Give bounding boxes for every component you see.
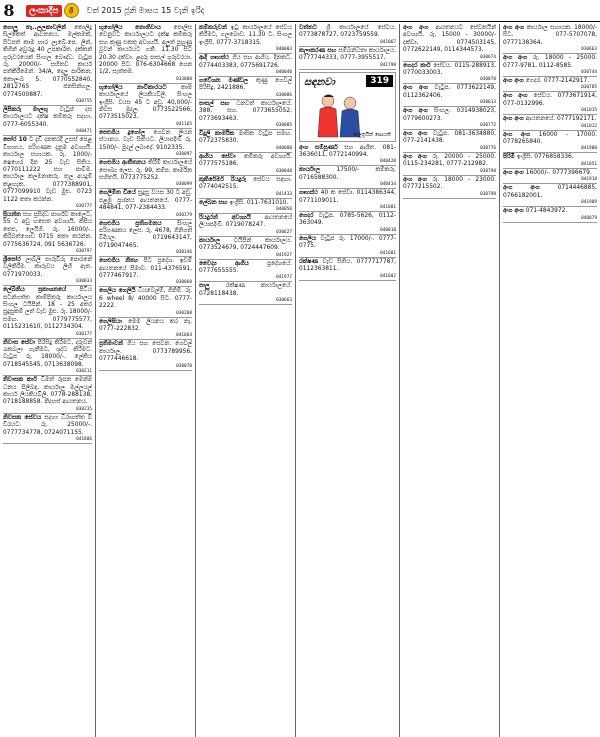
ad-heading: කලාකරණ සහ (299, 47, 339, 54)
ad-body: ධනවත් කාර්යාලයේ. 388, සහ. 0773655052, 0773693463. (199, 100, 292, 122)
ad-heading: කාර්යාල (299, 167, 337, 174)
ad-code: 041012 (581, 123, 597, 129)
ad-code: 030663 (581, 47, 597, 53)
classified-ad (199, 237, 292, 260)
ad-body: ආයතනයේ. 0777192171. (525, 116, 597, 123)
ad-heading: කුකිරේමර් රියදුරු (199, 176, 253, 183)
ad-code: 030776 (480, 145, 496, 151)
ad-heading: ගෙළුගිය ආතීතනය (99, 160, 149, 167)
ad-body: ධියවෙල්ම්, ගිනිම්. රු. 6 wheel 8/ 40000 සිට. 0777-2222. (99, 288, 192, 310)
ad-code: 030813 (480, 100, 496, 106)
ad-code: 041081 (380, 205, 396, 211)
classified-ad (403, 24, 496, 62)
classified-ad (199, 214, 292, 237)
classified-ad (3, 256, 92, 286)
ad-heading: ආදි ගෘහස්ථ (199, 55, 233, 62)
ad-heading: වත්තට (299, 25, 327, 31)
ad-body: සිංහල පරිගණකය ලෙස. රු. 4678, ගිනිගත් විදියල. 0719643147, 0719047465. (99, 220, 192, 249)
column-4 (296, 24, 400, 737)
classified-columns (0, 24, 600, 737)
classified-ad (3, 286, 92, 338)
newspaper-logo (26, 3, 79, 19)
issue-date: වත් 2015 ජූනි මාසය 15 වැනි ඉරිද (86, 5, 205, 15)
ad-heading: කම්කරුවන් (199, 25, 231, 31)
classified-ad (403, 84, 496, 107)
ad-heading: අංග අංග (503, 169, 526, 176)
classified-ad (99, 189, 192, 219)
classified-ad (503, 184, 597, 207)
ad-code: 030208 (176, 310, 192, 316)
ad-code: 041989 (581, 200, 597, 206)
ad-code: 041064 (176, 333, 192, 339)
ad-heading: අංග අංග (503, 93, 534, 100)
classified-ad (503, 24, 597, 54)
ad-body: කම්කරු අවශ්‍යයි. 0777575186. (199, 153, 292, 168)
ad-code: 041165 (176, 121, 192, 127)
classified-ad (99, 318, 192, 341)
ad-code: 030048 (276, 168, 292, 174)
ad-heading: ගෙලිය ගෙලියි (99, 288, 138, 295)
ad-body: කිරීම් කාර්යාලයේ සෞඛ්‍ය ලෙස. රු. 99, කම්ප. කාර්මික සහිතයි. 0773775252. (99, 160, 192, 181)
classified-ad (199, 130, 292, 153)
ad-code: 030211 (76, 369, 92, 375)
ad-code: 041798 (380, 62, 396, 68)
ad-heading: පාලු (199, 283, 226, 290)
classified-ad (403, 153, 496, 176)
classified-ad (403, 62, 496, 85)
classified-ad (3, 339, 92, 377)
ad-code: 030085 (276, 123, 292, 129)
column-5 (400, 24, 500, 737)
ad-heading: ගෙදර (299, 213, 319, 220)
ad-code: 030060 (176, 280, 192, 286)
ad-code: 040080 (276, 145, 292, 151)
ad-heading: ගෙළුගිය ප්‍රතිගමනය (99, 220, 178, 227)
ad-code: 030870 (480, 77, 496, 83)
ad-code: 030177 (76, 331, 92, 337)
ad-body: ප්‍රදේශයේ. 0777655555. (199, 260, 292, 274)
classified-ad (3, 106, 92, 136)
classified-ad (503, 131, 597, 154)
classified-ad (503, 169, 597, 184)
ad-code: 040010 (380, 227, 396, 233)
classified-ad (99, 257, 192, 287)
ad-heading: ගවේශන මණ්ඩල (199, 78, 256, 85)
classified-ad (199, 77, 292, 100)
ad-body: රු. 18000 - 25000. 0777-9781, 0112-8585. (503, 55, 598, 69)
ad-body: කාර්යාල සහායක. 18000/- සිට. 077-5707078, 0777138364. (503, 25, 597, 46)
ad-code: 041851 (581, 161, 597, 167)
ad-heading: ගෙලිය (299, 235, 321, 242)
ad-code: 030797 (76, 248, 92, 254)
ad-heading: නිවාස සේවා (3, 339, 38, 346)
classified-ad (3, 414, 92, 444)
ad-body: කාම කාර්යාලයේ ලියකියවිලි. සිංහල ඉංග්‍රීසි. වයස 45 ට අඩු. 40,000/- නිවස මුදල. 0773522566, 0773515023. (99, 84, 192, 121)
classified-ad (199, 153, 292, 176)
ad-heading: අංග අංග (503, 78, 526, 85)
column-3 (196, 24, 296, 737)
ad-body: මෙම ලියනය කර නෑ. 0777-222832. (99, 318, 192, 332)
ad-body: සේවය. 0773671914, 077-0132996. (503, 93, 597, 107)
ad-body: මාසික වැටුප සමඟ. 0772375830. (199, 131, 292, 145)
classified-ad (3, 211, 92, 256)
ad-heading: පෙළුගිය දුගෝල (99, 129, 154, 136)
ad-heading: පෝර 10 (3, 137, 30, 144)
classified-ad (199, 176, 292, 199)
ad-heading: භූගෝලීය නොනිවාය (99, 25, 174, 31)
ad-heading: නිවාසක කාර් (3, 377, 41, 384)
classified-ad (299, 24, 396, 47)
ad-code: 030235 (76, 406, 92, 412)
classified-ad (99, 159, 192, 189)
ad-body: 17500/- කම්කරු. 0716588300. (299, 167, 397, 181)
column-2 (96, 24, 196, 737)
classified-ad (503, 92, 597, 115)
ad-body: වැටුප රු. 17000/-. 0777-0775. (299, 235, 396, 250)
ad-body: ඉටු කාර්යාලයේ සේවය කිරීමට, ගලබොඩ. 11.30 ට. සිංහල ඉංග්‍රීසි. 0777-3718315. (199, 25, 292, 46)
ad-code: 040471 (76, 129, 92, 135)
ad-code: 040420 (380, 159, 396, 165)
classified-ad (299, 144, 396, 167)
ad-heading: භූගෝලීය නාවිකාරයට (99, 84, 182, 91)
ad-code: 030099 (176, 182, 192, 188)
classified-ad (99, 340, 192, 370)
ad-heading: පිරිමි (503, 154, 517, 161)
ad-heading: රක්ෂණ (299, 258, 323, 265)
ad-body: 071-4843972. (525, 208, 568, 215)
ad-code: 033008 (176, 76, 192, 82)
logo-text: ලංකාදීප (26, 5, 62, 17)
ad-body: 16000 - 17000. 0778265840. (503, 131, 597, 146)
ad-body: ආයතනයේ ලියාපදිංචි. 0719078247. (199, 214, 292, 229)
ad-code: 030785 (581, 85, 597, 91)
ad-body: සුදුසු වයස 30 ට අඩු. පළමු ප්‍රශ්නය ආයතනයේ. 0777-484841, 077-2384433. (99, 190, 192, 212)
ad-code: 030086 (276, 92, 292, 98)
ad-heading: වෛද්‍ය ආගිය (199, 260, 268, 267)
ad-code: 041918 (581, 177, 597, 183)
ad-code: 030777 (76, 203, 92, 209)
ad-code: 041602 (380, 273, 396, 279)
ad-heading: අංග අංග (503, 55, 533, 62)
ad-body: පිටිය පටන්ගත්ත කාම්පිතුරු කාර්යාලය සිංහල ටයිපින්. 18 - 25 අතර සුදුසුකම් ලත් වැඩ මුළු. රු. 18000/- සමඟ. 0779775577, 0115231610, 0112734304. (3, 287, 92, 331)
masthead (0, 0, 600, 22)
ad-body: වැටුප. 081-3634880, 077-2141438. (403, 131, 497, 145)
classified-ad (99, 24, 192, 84)
ad-heading: ගෘහස්ථ (299, 190, 321, 197)
ad-body: පිරිසිදු කිරීමට, දරුවන් රැකබලා ගැනීමට, ශුද්ධ කිරීමට. වැටුප රු. 18000/-. ලේකිය 0718545545, 0713638098. (3, 339, 93, 368)
ad-code: 040003 (276, 47, 292, 53)
ad-body: රු. 20000 - 25000. 0115-234281, 0777-212982. (403, 153, 496, 168)
classified-ad (503, 207, 597, 222)
ad-heading: ප්‍රතිමාවන් (99, 341, 128, 348)
ad-body: වැටුප. 0773622149, 0112362406. (403, 85, 496, 99)
classified-ad (503, 115, 597, 130)
ad-heading: අංග සම්පූර්ණ (299, 144, 345, 151)
ad-body: වැටුප. 0785-5626, 0112-363049. (299, 213, 396, 227)
ad-heading: ප්‍රියන්ත (3, 211, 23, 218)
ad-code: 040434 (380, 182, 396, 188)
ad-body: ශ්‍රී කාර්යාලයේ සේවය. 0773878727, 0723759559. (299, 25, 396, 39)
ad-body: රක්ෂණ කාර්යාලයේ. 0728118438. (199, 283, 292, 297)
ad-heading: අංග අංග (403, 25, 436, 31)
ad-heading: විදුලි කාර්මික (199, 131, 239, 138)
ad-heading: ගෙළුගිය නිත්‍ය (99, 258, 144, 265)
classified-ad (99, 220, 192, 258)
ad-heading: අංග අංග (403, 85, 435, 92)
classified-ad (299, 166, 396, 189)
ad-code: 030674 (480, 54, 496, 60)
ad-code: 040079 (581, 215, 597, 221)
ad-heading: අංග අංග (403, 176, 433, 183)
classified-ad (503, 153, 597, 168)
ad-code: 030744 (581, 70, 597, 76)
classified-ad (199, 260, 292, 283)
ad-heading: පාසල් සහ (199, 100, 237, 107)
column-1 (0, 24, 96, 737)
classified-ad (99, 129, 192, 159)
ad-code: 041900 (581, 146, 597, 152)
ad-heading: රියදුරන් අවශ්‍යයි (199, 214, 265, 221)
classified-ad (3, 24, 92, 106)
ad-heading: අංග අංග (503, 116, 526, 123)
ad-code: 030663 (276, 298, 292, 304)
ad-code: 041067 (380, 39, 396, 45)
classified-ad (503, 54, 597, 77)
ad-code: 030179 (176, 212, 192, 218)
classified-ad (3, 376, 92, 414)
ad-heading: ආගිය සේවා (199, 153, 244, 160)
ad-body: 16000/-. 0777396679. (525, 169, 592, 176)
classified-ad (299, 258, 396, 281)
ad-code: 030772 (480, 123, 496, 129)
ad-body: සේවය සඳහා. 0774042515. (199, 176, 292, 191)
ad-body: සේවය. 0115-288913, 0770033003. (403, 62, 496, 77)
ad-code: 041977 (276, 275, 292, 281)
ad-body: සම්බන්ධතා කාර්යාලය. 0777744333, 0777-3955517. (299, 47, 396, 62)
ad-body: ඉංග්‍රීසි. 0776858336. (516, 154, 574, 161)
ad-code: 041806 (76, 437, 92, 443)
ad-code: 030070 (176, 363, 192, 369)
ad-body: ට දැඩි දනකරදි උසස් පෙළ විභාගය, පරිගණක දැනුම අවශ්‍යයි. කාර්යාල සහායක. රු. 1000/- ෂෙහෙර දින 25 වැඩ සිතිය. 0770111222 සහ පාවීම. කාර්යාල කලමනාකරු. තුල අයදුම් කළහැක. 0777388901, 0777099910 වැඩ මුළු. 0723 1122 කතා කරන්න. (3, 137, 92, 203)
ad-heading: අංග අංග (403, 131, 434, 138)
ad-body: වැඩ සිතිය. 0777717787, 0112363811. (299, 258, 397, 273)
ad-heading: ශ්‍රීපෝර (3, 256, 26, 263)
ad-body: ගිය සහ සෙවන. ගෙවල් කාර්යාල. 0773789956, 0777446618. (99, 341, 193, 363)
ad-body: ධිමත් රූපන මෙන්ම ධනය පිලිබඳ, කාර්යාල මල්ලයල් කාර්ය ලියකියවිලි. 0778-288138, 0718188858. නිදහස් ආයතනය. (3, 377, 92, 406)
ad-heading: ලේඛන සහ (199, 199, 230, 206)
ad-body: ආයතනයට සේවකයින් අවශ්‍යයි. රු. 15000 - 30000/- දක්වා. 0774503145, 0772622149, 0114344573. (403, 25, 496, 54)
ad-body: කුණු ගෙවල් පිරිසිදු. 2421886. (199, 78, 292, 92)
classified-ad (403, 176, 496, 199)
ad-body: පොලිස වෙනුවට කාර්යාලයට දක්ෂ කම්කරු සහ කුණු එකතු අවශ්‍යයි. අලුත් පුහුණු වූවන් කාර්යයට ගනී. 11.30 සිට 20.30 දක්වා. ළදරු පාසල් ගුරුවරයා. 20000 සිට. 076-6304668 ගෙන 1/2, සැත්තම. (99, 25, 192, 76)
ad-body: සදහා ධිරාගත්ත වී ඩීරයට. රු. 25000/-. 0777734778, 0724071155. (3, 414, 92, 436)
ad-body: 0714446885, 0766182001. (503, 185, 597, 199)
ad-heading: ගොලු තැ..ලලකාවලින් (3, 25, 75, 31)
classified-ad (199, 54, 292, 77)
ad-heading: නිවසක සේවය (3, 414, 45, 421)
ad-heading: කාර්යාල (199, 237, 234, 244)
ad-heading: අංග අංග (503, 25, 527, 31)
ad-heading: ගෙලිඝියා (99, 318, 129, 325)
classified-ad (299, 235, 396, 258)
column-6 (500, 24, 600, 737)
ad-heading: අංග අංග (403, 153, 433, 160)
ad-code: 030146 (176, 250, 192, 256)
ad-heading: ගෙලීමිත ඩියේ (99, 190, 139, 197)
ad-body: ගෙදර. 0777-2142917. (525, 78, 590, 85)
ad-heading: ලේඛිනිය ප්‍රකාශනයේ (3, 287, 80, 294)
ad-code: 030755 (76, 99, 92, 105)
page-number: 8 (3, 1, 15, 20)
classified-ad (403, 107, 496, 130)
classified-ad (99, 287, 192, 317)
category-subtitle: කලත්‍රයින් සොයති (353, 131, 391, 138)
ad-heading: ගෙදර කාර් (403, 62, 434, 69)
ad-body: කොලිදු සිල්කෙත් ආවතනය, මල්කමක්, පිටපත් කාම භාර ලැබේ.පෙ. ලින්, කිගින් අවුරුදු 40 උපකාරිත. දක්කන් ගුරුවරයෙක් සිංහල බෞද්ධ. වැටුප රු. 20000/- සහිතව කාර්ය පත්කිරීමෙන්. 34/A, දෙලු පාරිකන, කොලංබ 5. 0770552840, 2812765 ජනසින්හල. 0774500887. (3, 25, 92, 98)
ad-heading: ලිපිකරු මාලභු (3, 107, 60, 114)
classified-ad (403, 130, 496, 153)
ad-code: 030798 (480, 191, 496, 197)
classified-ad (199, 282, 292, 305)
ad-code: 030097 (176, 152, 192, 158)
ad-code: 041433 (276, 191, 292, 197)
ad-code: 030627 (276, 229, 292, 235)
classified-ad (199, 100, 292, 130)
ad-code: 041601 (380, 250, 396, 256)
category-number: 319 (366, 75, 393, 87)
category-box (299, 72, 396, 142)
ad-heading: අංග අංග (503, 208, 526, 215)
ad-heading: අංග අංග (503, 185, 558, 192)
ad-body: ලාබ්ලි පාරුවිරු පොරනේ වලිකිරීම. කාරුවය ලිහි ඇත. 0771970033. (3, 256, 93, 278)
ad-body: ඉංග්‍රීසි. 011-7631010. (229, 199, 289, 206)
classified-ad (503, 77, 597, 92)
classified-ad (299, 47, 396, 70)
ad-code: 041927 (276, 252, 292, 258)
ad-code: 041015 (581, 108, 597, 114)
ad-body: 40 ක සේවා. 0114386344, 0771109011. (299, 190, 397, 204)
ad-body: සහ ප්‍රසිද්ධ පාර්ශ්ව කාලෙට, 55 ට අඩු හසෙත අවශ්‍යයි. කිපිය තෙළු, ලෙයිගි. රු. 16000/-. කිරිබත්ගොඩ 0715 කතා කරන්න. 0775636724, 091 5636726. (3, 211, 92, 248)
ad-code: 030033 (76, 279, 92, 285)
classified-ad (299, 212, 396, 235)
ad-body: වැටුප් දස කාර්යාලයට දක්ෂ කම්කරු සදහා. 0777-6055340. (3, 107, 92, 128)
ad-code: 030798 (480, 168, 496, 174)
ad-body: සහ ආශිත. 081-3636011, 0772140994. (299, 144, 396, 159)
classified-ad (3, 136, 92, 211)
ad-code: 040040 (276, 70, 292, 76)
logo-mark-icon: ශ්‍රී (64, 3, 79, 18)
classified-ad (99, 84, 192, 129)
ad-body: රු. 18000 - 23000. 0777215502. (403, 176, 496, 191)
ad-heading: අංග අංග (503, 131, 539, 138)
ad-body: ගෙවන ලියන ස්ථානය. වැඩ සිතියට. ලියාපදිංචි රු. 1500/-. මුදල් ලබාදේ. 9102335. (99, 129, 192, 151)
ad-heading: අංග අංග (403, 108, 434, 115)
classified-ad (199, 199, 292, 214)
classified-ad (299, 189, 396, 212)
classified-ad (199, 24, 292, 54)
category-title: සඳනවා (304, 76, 335, 88)
ad-body: පිට ප්‍රදේශ. ඉඩම් ආයතනයේ සීමාව. 011-4376591, 0777467917. (99, 258, 192, 279)
ad-body: ගිය සහ ආගිය. දිනකට. 0774403383, 0775691726. (199, 55, 292, 69)
ad-body: සිංහල. 0314938023, 0779600273. (403, 108, 496, 122)
ad-code: 040050 (276, 206, 292, 212)
ad-body: ටයිපින් කාර්යාලය. 0773524679, 0724447609. (199, 237, 293, 252)
